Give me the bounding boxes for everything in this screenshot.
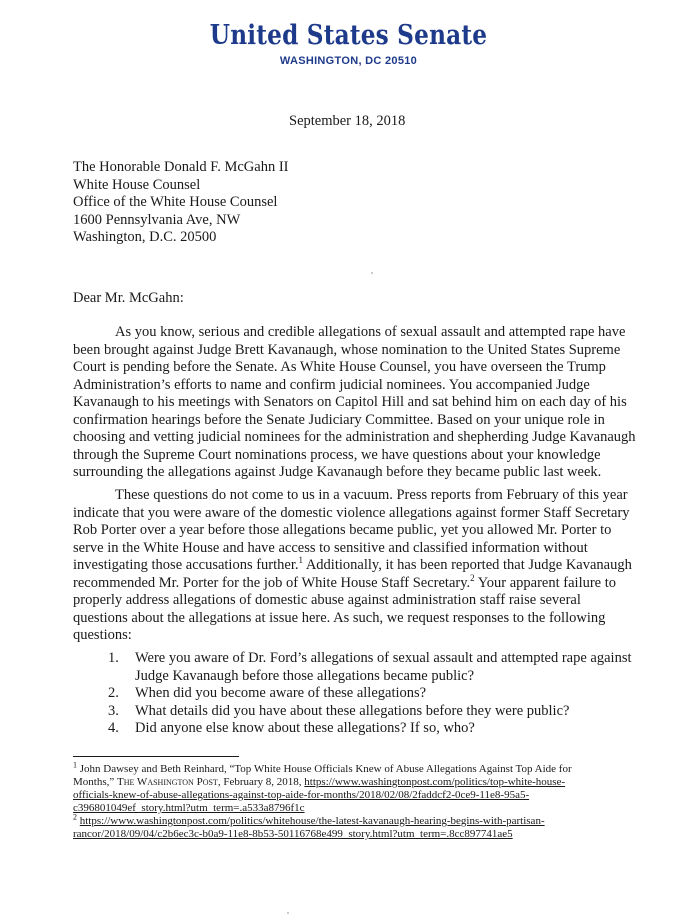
- paragraph-line: questions about the allegations at issue here. As such, we request responses to the following: [73, 609, 606, 626]
- paragraph-line: As you know, serious and credible allegations of sexual assault and attempted rape have: [115, 324, 626, 340]
- question-item: [108, 720, 632, 738]
- question-item: [108, 650, 632, 685]
- paragraph-1: [73, 324, 636, 482]
- scan-speck: [371, 272, 373, 274]
- paragraph-line: properly address allegations of domestic abuse against administration staff raise several: [73, 592, 581, 608]
- footnote-1-line: [73, 789, 572, 802]
- recipient-address: [73, 159, 288, 247]
- footnote-1-line: [73, 802, 572, 815]
- paragraph-line: Rob Porter over a year before those allegations became public, yet you allowed Mr. Porter to: [73, 522, 612, 538]
- text-run: Additionally, it has been reported that Judge Kavanaugh: [303, 557, 632, 573]
- footnote-text: John Dawsey and Beth Reinhard, “Top White House Officials Knew of Abuse Allegations Against Top Aide for: [79, 763, 572, 775]
- footnote-text: , February 8, 2018,: [217, 776, 305, 788]
- footnote-ref-1[interactable]: 1: [298, 555, 304, 566]
- question-number: 1.: [108, 650, 119, 666]
- letter-date: September 18, 2018: [289, 113, 406, 129]
- footnote-ref-2[interactable]: 2: [470, 572, 475, 583]
- footnote-2-line: [73, 828, 572, 841]
- question-list: [108, 650, 632, 738]
- paragraph-line: Kavanaugh to his meetings with Senators on Capitol Hill and sat behind him on each day of his: [73, 394, 627, 410]
- question-text: Judge Kavanaugh before those allegations became public?: [135, 667, 475, 684]
- footnote-1-link[interactable]: https://www.washingtonpost.com/politics/top-white-house-: [304, 776, 566, 788]
- recipient-office: Office of the White House Counsel: [73, 194, 278, 210]
- salutation: Dear Mr. McGahn:: [73, 290, 184, 306]
- footnote-1-link[interactable]: officials-knew-of-abuse-allegations-against-top-aide-for-months/2018/02/08/2faddcf2-0ce9-11e8-95a5-: [73, 789, 530, 801]
- question-number: 3.: [108, 702, 119, 719]
- recipient-street: 1600 Pennsylvania Ave, NW: [73, 211, 241, 228]
- paragraph-line: Administration’s efforts to name and confirm judicial nominees. You accompanied Judge: [73, 376, 590, 393]
- footnote-source: The Washington Post: [117, 776, 218, 788]
- paragraph-line: indicate that you were aware of the domestic violence allegations against former Staff Secretary: [73, 504, 630, 521]
- question-text: Did anyone else know about these allegations? If so, who?: [135, 720, 475, 736]
- question-item: [108, 703, 632, 721]
- paragraph-line: Court is pending before the Senate. As White House Counsel, you have overseen the Trump: [73, 359, 606, 375]
- paragraph-line: surrounding the allegations against Judge Kavanaugh before they became public last week.: [73, 464, 602, 480]
- scan-speck: [287, 912, 289, 914]
- footnote-1-line: [73, 776, 572, 789]
- recipient-title: White House Counsel: [73, 176, 201, 193]
- paragraph-line: [73, 555, 632, 575]
- letterhead-title: United States Senate: [209, 20, 488, 51]
- text-run: recommended Mr. Porter for the job of White House Staff Secretary.: [73, 574, 471, 591]
- footnote-2-mark: 2: [73, 812, 77, 822]
- paragraph-line: These questions do not come to us in a vacuum. Press reports from February of this year: [115, 487, 628, 503]
- footnote-text: Months,”: [73, 776, 117, 788]
- question-text: Were you aware of Dr. Ford’s allegations of sexual assault and attempted rape against: [135, 650, 632, 666]
- paragraph-line: through the Supreme Court nominations process, we have questions about your knowledge: [73, 446, 601, 463]
- question-text: When did you become aware of these allegations?: [135, 685, 427, 701]
- question-text: What details did you have about these allegations before they were public?: [135, 702, 570, 719]
- question-number: 2.: [108, 685, 119, 701]
- paragraph-line: been brought against Judge Brett Kavanaugh, whose nomination to the United States Supreme: [73, 341, 621, 358]
- footnote-divider: [73, 756, 239, 757]
- letterhead-subtitle: WASHINGTON, DC 20510: [279, 55, 418, 67]
- paragraph-line: serve in the White House and have access to sensitive and classified information without: [73, 539, 588, 556]
- recipient-name: The Honorable Donald F. McGahn II: [73, 159, 289, 175]
- paragraph-line: [73, 572, 623, 593]
- paragraph-line: confirmation hearings before the Senate Judiciary Committee. Based on your unique role in: [73, 411, 605, 428]
- recipient-city: Washington, D.C. 20500: [73, 229, 217, 245]
- footnote-2-link[interactable]: https://www.washingtonpost.com/politics/whitehouse/the-latest-kavanaugh-hearing-begins-with-partisan-: [79, 815, 545, 827]
- question-number: 4.: [108, 720, 119, 736]
- paragraph-line: choosing and vetting judicial nominees for the administration and shepherding Judge Kavanaugh: [73, 429, 636, 445]
- footnote-1-link[interactable]: c396801049ef_story.html?utm_term=.a533a8796f1c: [73, 802, 305, 814]
- footnote-2-line: [73, 812, 572, 828]
- paragraph-2: [73, 487, 632, 645]
- question-item: [108, 685, 632, 703]
- paragraph-line: questions:: [73, 627, 132, 643]
- footnote-1-mark: 1: [73, 760, 77, 770]
- text-run: Your apparent failure to: [474, 574, 617, 591]
- footnote-1-line: [73, 760, 572, 776]
- footnote-2-link[interactable]: rancor/2018/09/04/c2b6ec3c-b0a9-11e8-8b53-50116768e499_story.html?utm_term=.8cc897741ae5: [73, 828, 513, 840]
- footnotes: [73, 760, 572, 841]
- text-run: investigating those accusations further.: [73, 557, 299, 573]
